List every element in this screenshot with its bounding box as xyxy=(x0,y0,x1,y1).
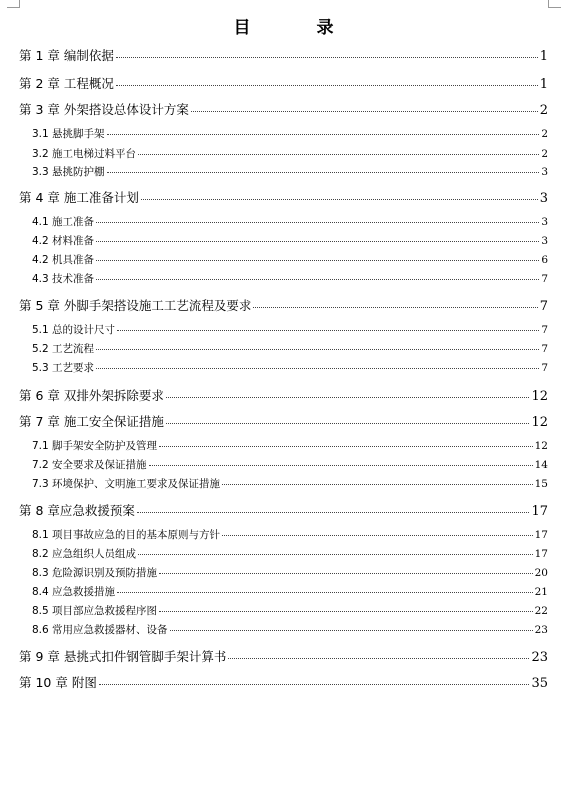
toc-page-number: 35 xyxy=(531,676,548,691)
toc-entry-label: 5.1 总的设计尺寸 xyxy=(32,324,116,336)
page-corner-mark-left xyxy=(7,0,20,8)
toc-entry-label: 8.3 危险源识别及预防措施 xyxy=(32,567,158,579)
toc-page-number: 7 xyxy=(541,362,548,374)
toc-page-number: 7 xyxy=(541,343,548,355)
toc-page-number: 23 xyxy=(534,624,548,636)
toc-section-entry[interactable] xyxy=(32,252,548,267)
toc-entry-label: 5.3 工艺要求 xyxy=(32,362,95,374)
dot-leader xyxy=(138,554,533,555)
page-corner-mark-right xyxy=(548,0,561,8)
toc-chapter-entry[interactable] xyxy=(19,74,548,92)
toc-page-number: 6 xyxy=(541,254,548,266)
toc-section-entry[interactable] xyxy=(32,360,548,375)
toc-chapter-entry[interactable] xyxy=(19,296,548,314)
toc-entry-label: 第 4 章 施工准备计划 xyxy=(19,190,139,205)
toc-page-number: 2 xyxy=(539,103,548,118)
dot-leader xyxy=(141,199,538,200)
toc-page-number: 3 xyxy=(541,235,548,247)
toc-entry-label: 8.1 项目事故应急的目的基本原则与方针 xyxy=(32,529,221,541)
dot-leader xyxy=(166,397,530,398)
toc-page-number: 17 xyxy=(534,529,548,541)
toc-section-entry[interactable] xyxy=(32,603,548,618)
dot-leader xyxy=(117,330,539,331)
toc-entry-label: 7.1 脚手架安全防护及管理 xyxy=(32,440,158,452)
toc-entry-label: 8.5 项目部应急救援程序图 xyxy=(32,605,158,617)
toc-chapter-entry[interactable] xyxy=(19,100,548,118)
toc-chapter-entry[interactable] xyxy=(19,501,548,519)
dot-leader xyxy=(137,512,530,513)
toc-section-entry[interactable] xyxy=(32,527,548,542)
toc-page-number: 14 xyxy=(534,459,548,471)
toc-entry-label: 第 1 章 编制依据 xyxy=(19,48,114,63)
toc-entry-label: 第 5 章 外脚手架搭设施工工艺流程及要求 xyxy=(19,298,252,313)
dot-leader xyxy=(170,630,533,631)
toc-chapter-entry[interactable] xyxy=(19,673,548,691)
toc-page-number: 3 xyxy=(539,191,548,206)
dot-leader xyxy=(107,134,540,135)
toc-entry-label: 第 10 章 附图 xyxy=(19,675,97,690)
toc-section-entry[interactable] xyxy=(32,584,548,599)
toc-entry-label: 3.3 悬挑防护棚 xyxy=(32,166,105,178)
toc-section-entry[interactable] xyxy=(32,457,548,472)
toc-section-entry[interactable] xyxy=(32,546,548,561)
toc-page-number: 2 xyxy=(541,148,548,160)
toc-section-entry[interactable] xyxy=(32,271,548,286)
toc-chapter-entry[interactable] xyxy=(19,647,548,665)
toc-entry-label: 5.2 工艺流程 xyxy=(32,343,95,355)
toc-section-entry[interactable] xyxy=(32,341,548,356)
toc-page-number: 21 xyxy=(534,586,548,598)
toc-entry-label: 第 2 章 工程概况 xyxy=(19,76,114,91)
dot-leader xyxy=(96,368,539,369)
dot-leader xyxy=(107,172,540,173)
toc-entry-label: 第 9 章 悬挑式扣件钢管脚手架计算书 xyxy=(19,649,227,664)
toc-entry-label: 3.2 施工电梯过料平台 xyxy=(32,148,137,160)
toc-section-entry[interactable] xyxy=(32,322,548,337)
dot-leader xyxy=(149,465,533,466)
toc-page-number: 7 xyxy=(541,324,548,336)
toc-section-entry[interactable] xyxy=(32,476,548,491)
toc-entry-label: 8.4 应急救援措施 xyxy=(32,586,116,598)
dot-leader xyxy=(116,57,538,58)
toc-chapter-entry[interactable] xyxy=(19,412,548,430)
toc-page-number: 17 xyxy=(534,548,548,560)
toc-entry-label: 7.2 安全要求及保证措施 xyxy=(32,459,147,471)
dot-leader xyxy=(159,446,533,447)
toc-section-entry[interactable] xyxy=(32,438,548,453)
toc-entry-label: 4.3 技术准备 xyxy=(32,273,95,285)
toc-entry-label: 4.2 材料准备 xyxy=(32,235,95,247)
dot-leader xyxy=(228,658,529,659)
toc-entry-label: 第 3 章 外架搭设总体设计方案 xyxy=(19,102,189,117)
toc-page-number: 12 xyxy=(534,440,548,452)
toc-section-entry[interactable] xyxy=(32,146,548,161)
toc-page-number: 7 xyxy=(539,299,548,314)
dot-leader xyxy=(99,684,530,685)
toc-entry-label: 4.2 机具准备 xyxy=(32,254,95,266)
toc-page-number: 3 xyxy=(541,216,548,228)
toc-page-number: 20 xyxy=(534,567,548,579)
toc-page-number: 15 xyxy=(534,478,548,490)
toc-page-number: 23 xyxy=(531,650,548,665)
toc-page-number: 22 xyxy=(534,605,548,617)
dot-leader xyxy=(191,111,538,112)
dot-leader xyxy=(166,423,530,424)
dot-leader xyxy=(96,222,539,223)
toc-section-entry[interactable] xyxy=(32,126,548,141)
toc-page-number: 17 xyxy=(531,504,548,519)
dot-leader xyxy=(138,154,539,155)
toc-entry-label: 第 6 章 双排外架拆除要求 xyxy=(19,388,164,403)
toc-chapter-entry[interactable] xyxy=(19,386,548,404)
toc-entry-label: 8.6 常用应急救援器材、设备 xyxy=(32,624,168,636)
dot-leader xyxy=(96,349,539,350)
toc-section-entry[interactable] xyxy=(32,164,548,179)
toc-page-number: 12 xyxy=(531,415,548,430)
dot-leader xyxy=(117,592,533,593)
toc-page-number: 1 xyxy=(539,77,548,92)
dot-leader xyxy=(96,260,539,261)
toc-page-number: 12 xyxy=(531,389,548,404)
dot-leader xyxy=(222,535,533,536)
toc-entry-label: 4.1 施工准备 xyxy=(32,216,95,228)
toc-page-number: 7 xyxy=(541,273,548,285)
toc-section-entry[interactable] xyxy=(32,622,548,637)
toc-entry-label: 第 7 章 施工安全保证措施 xyxy=(19,414,164,429)
toc-entry-label: 第 8 章应急救援预案 xyxy=(19,503,135,518)
dot-leader xyxy=(116,85,538,86)
dot-leader xyxy=(96,241,539,242)
toc-chapter-entry[interactable] xyxy=(19,188,548,206)
toc-section-entry[interactable] xyxy=(32,565,548,580)
toc-entry-label: 7.3 环境保护、文明施工要求及保证措施 xyxy=(32,478,221,490)
toc-page-number: 1 xyxy=(539,49,548,64)
toc-section-entry[interactable] xyxy=(32,214,548,229)
toc-entry-label: 8.2 应急组织人员组成 xyxy=(32,548,137,560)
toc-page-number: 2 xyxy=(541,128,548,140)
toc-chapter-entry[interactable] xyxy=(19,46,548,64)
dot-leader xyxy=(253,307,537,308)
toc-page-number: 3 xyxy=(541,166,548,178)
dot-leader xyxy=(96,279,539,280)
dot-leader xyxy=(159,611,533,612)
toc-entry-label: 3.1 悬挑脚手架 xyxy=(32,128,105,140)
toc-section-entry[interactable] xyxy=(32,233,548,248)
dot-leader xyxy=(159,573,533,574)
toc-title: 目 录 xyxy=(233,18,364,38)
dot-leader xyxy=(222,484,533,485)
